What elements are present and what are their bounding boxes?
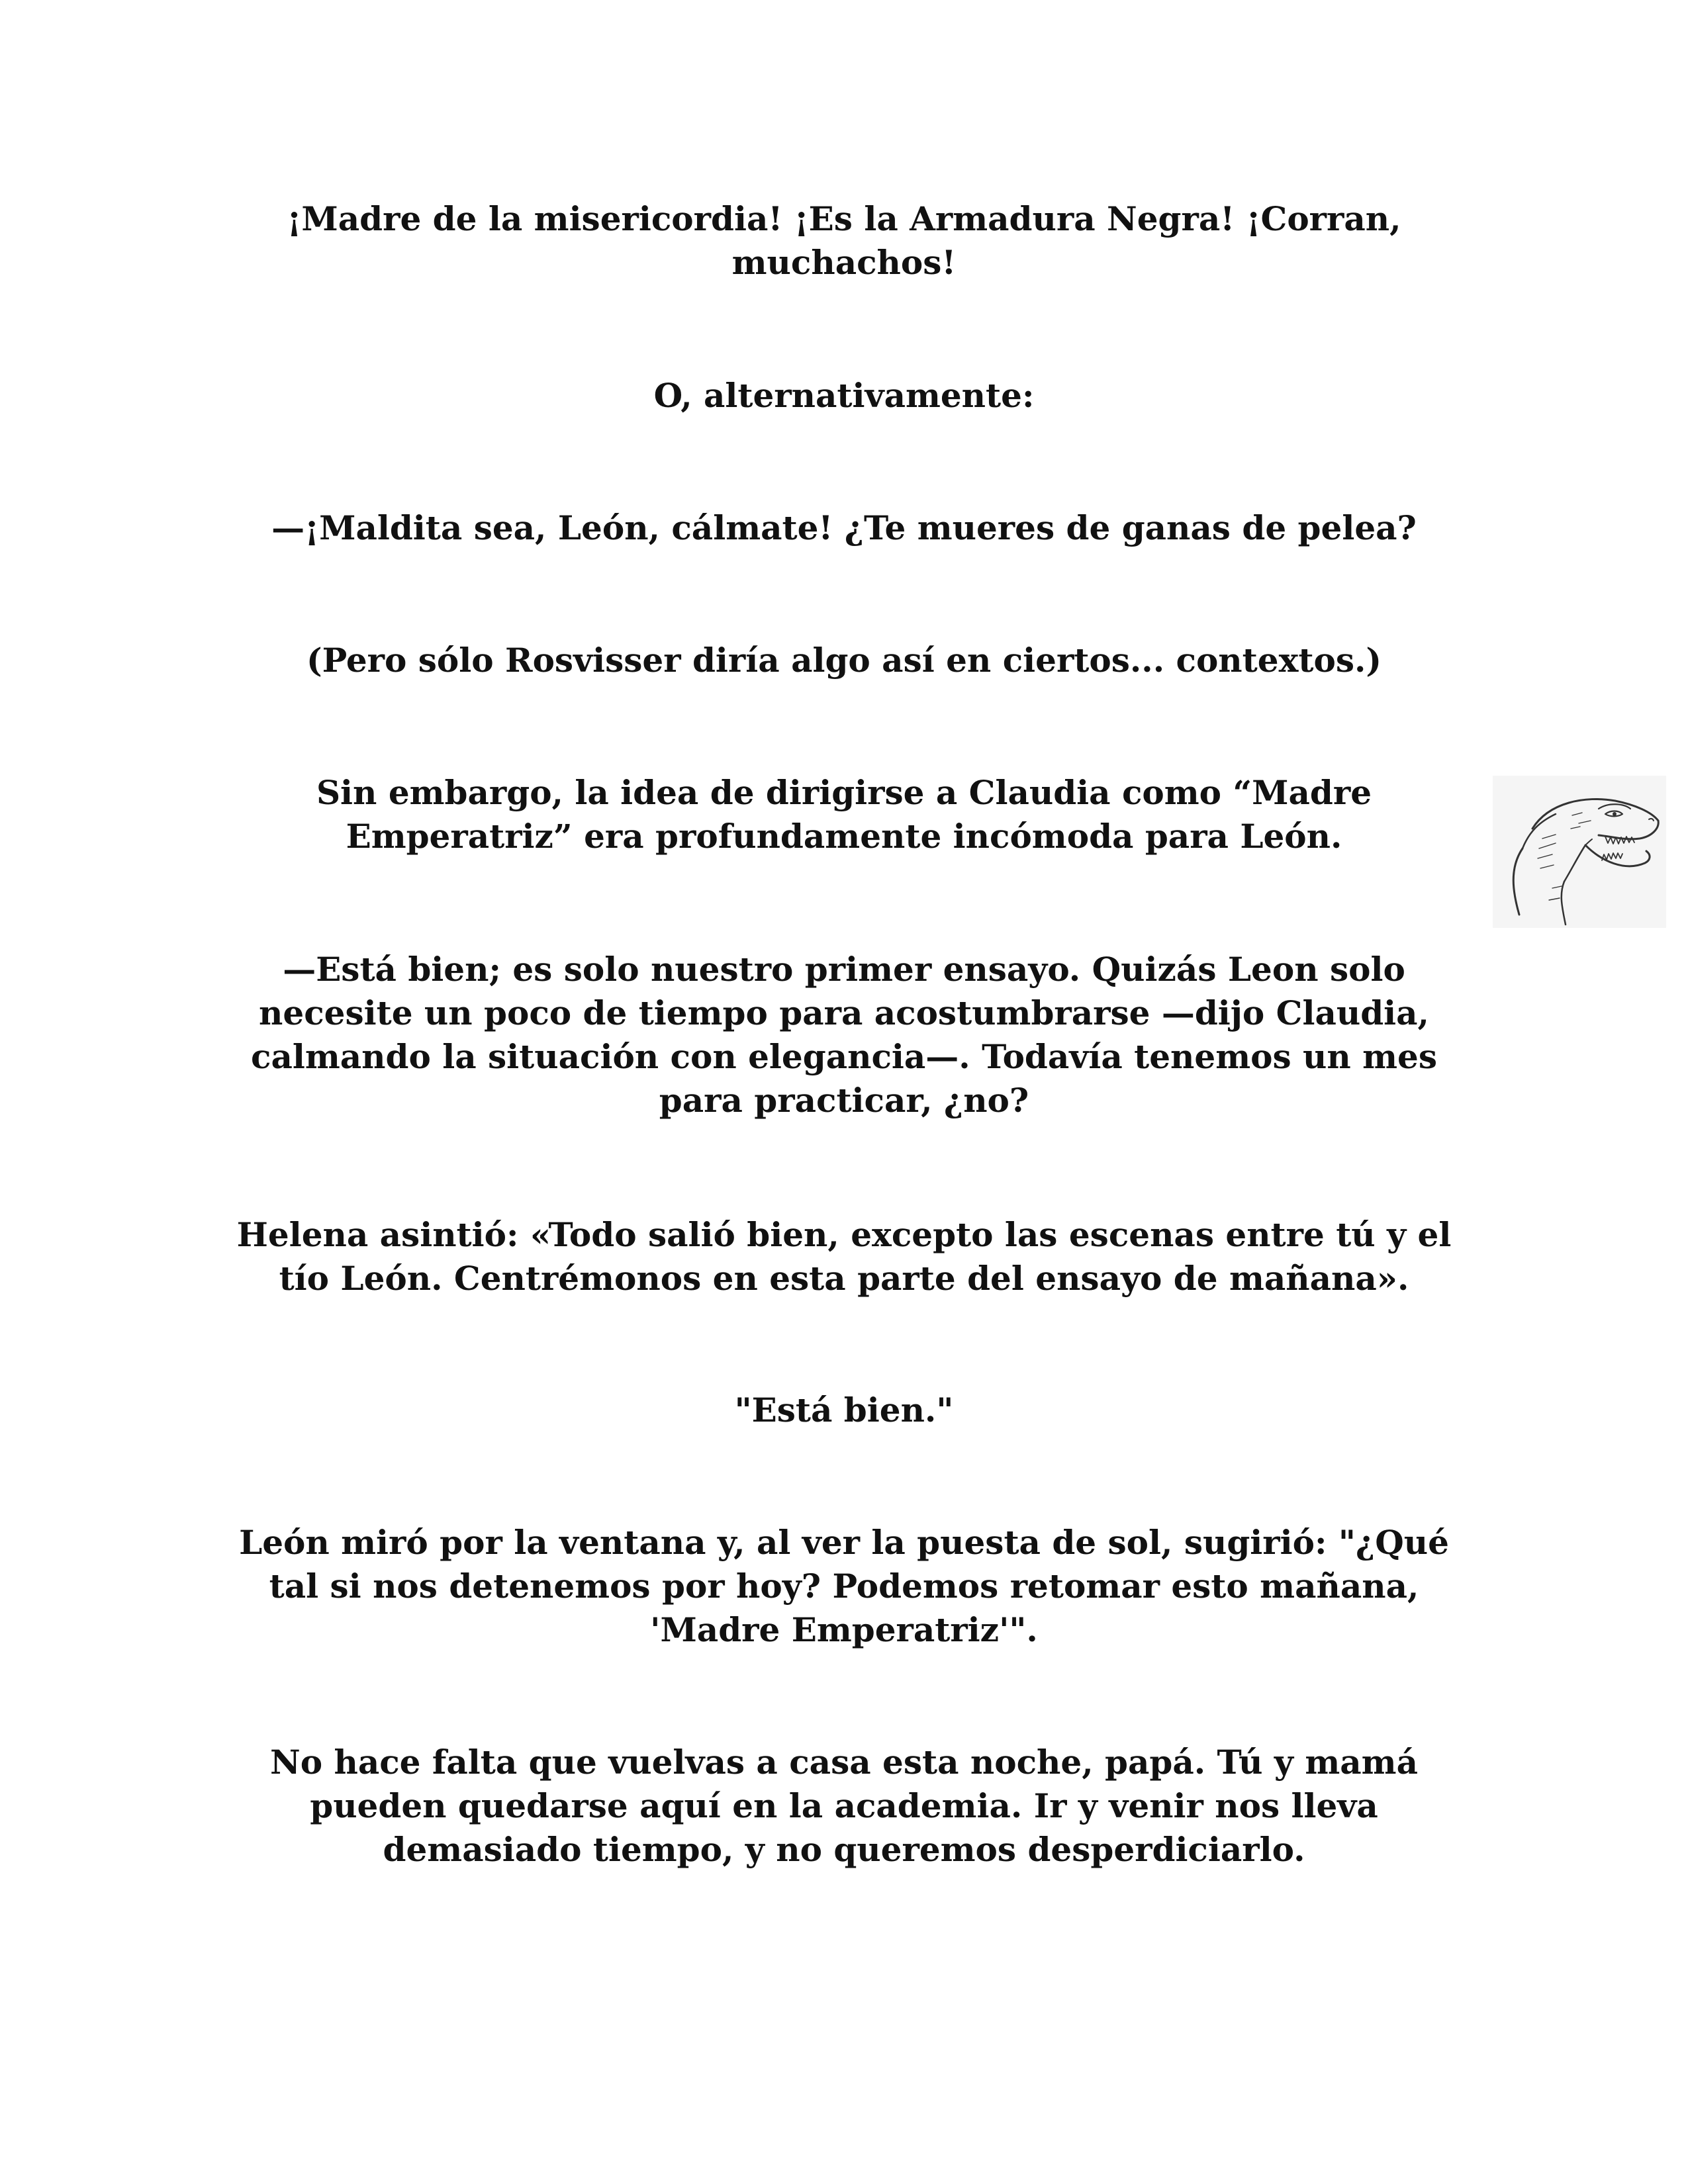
paragraph-2: O, alternativamente:: [653, 376, 1035, 415]
dinosaur-head-sketch-icon: [1493, 776, 1666, 928]
paragraph-3: —¡Maldita sea, León, cálmate! ¿Te mueres de ganas de pelea?: [271, 508, 1417, 547]
paragraph-8: "Está bien.": [734, 1390, 954, 1430]
paragraph-10: No hace falta que vuelvas a casa esta noche, papá. Tú y mamá pueden quedarse aquí en la academia. Ir y venir nos lleva demasiado tiempo, y no queremos desperdiciarlo.: [270, 1743, 1418, 1869]
paragraph-1: ¡Madre de la misericordia! ¡Es la Armadura Negra! ¡Corran, muchachos!: [287, 199, 1401, 282]
paragraph-7: Helena asintió: «Todo salió bien, excepto las escenas entre tú y el tío León. Centrémonos en esta parte del ensayo de mañana».: [236, 1215, 1452, 1298]
paragraph-9: León miró por la ventana y, al ver la puesta de sol, sugirió: "¿Qué tal si nos detenemos por hoy? Podemos retomar esto mañana, 'Madre Emperatriz'".: [239, 1523, 1449, 1649]
paragraph-6: —Está bien; es solo nuestro primer ensayo. Quizás Leon solo necesite un poco de tiempo para acostumbrarse —dijo Claudia, calmando la situación con elegancia—. Todavía tenemos un mes para practicar, ¿no?: [251, 950, 1437, 1120]
paragraph-5: Sin embargo, la idea de dirigirse a Claudia como “Madre Emperatriz” era profundamente incómoda para León.: [316, 773, 1372, 856]
paragraph-4: (Pero sólo Rosvisser diría algo así en ciertos... contextos.): [306, 641, 1382, 680]
